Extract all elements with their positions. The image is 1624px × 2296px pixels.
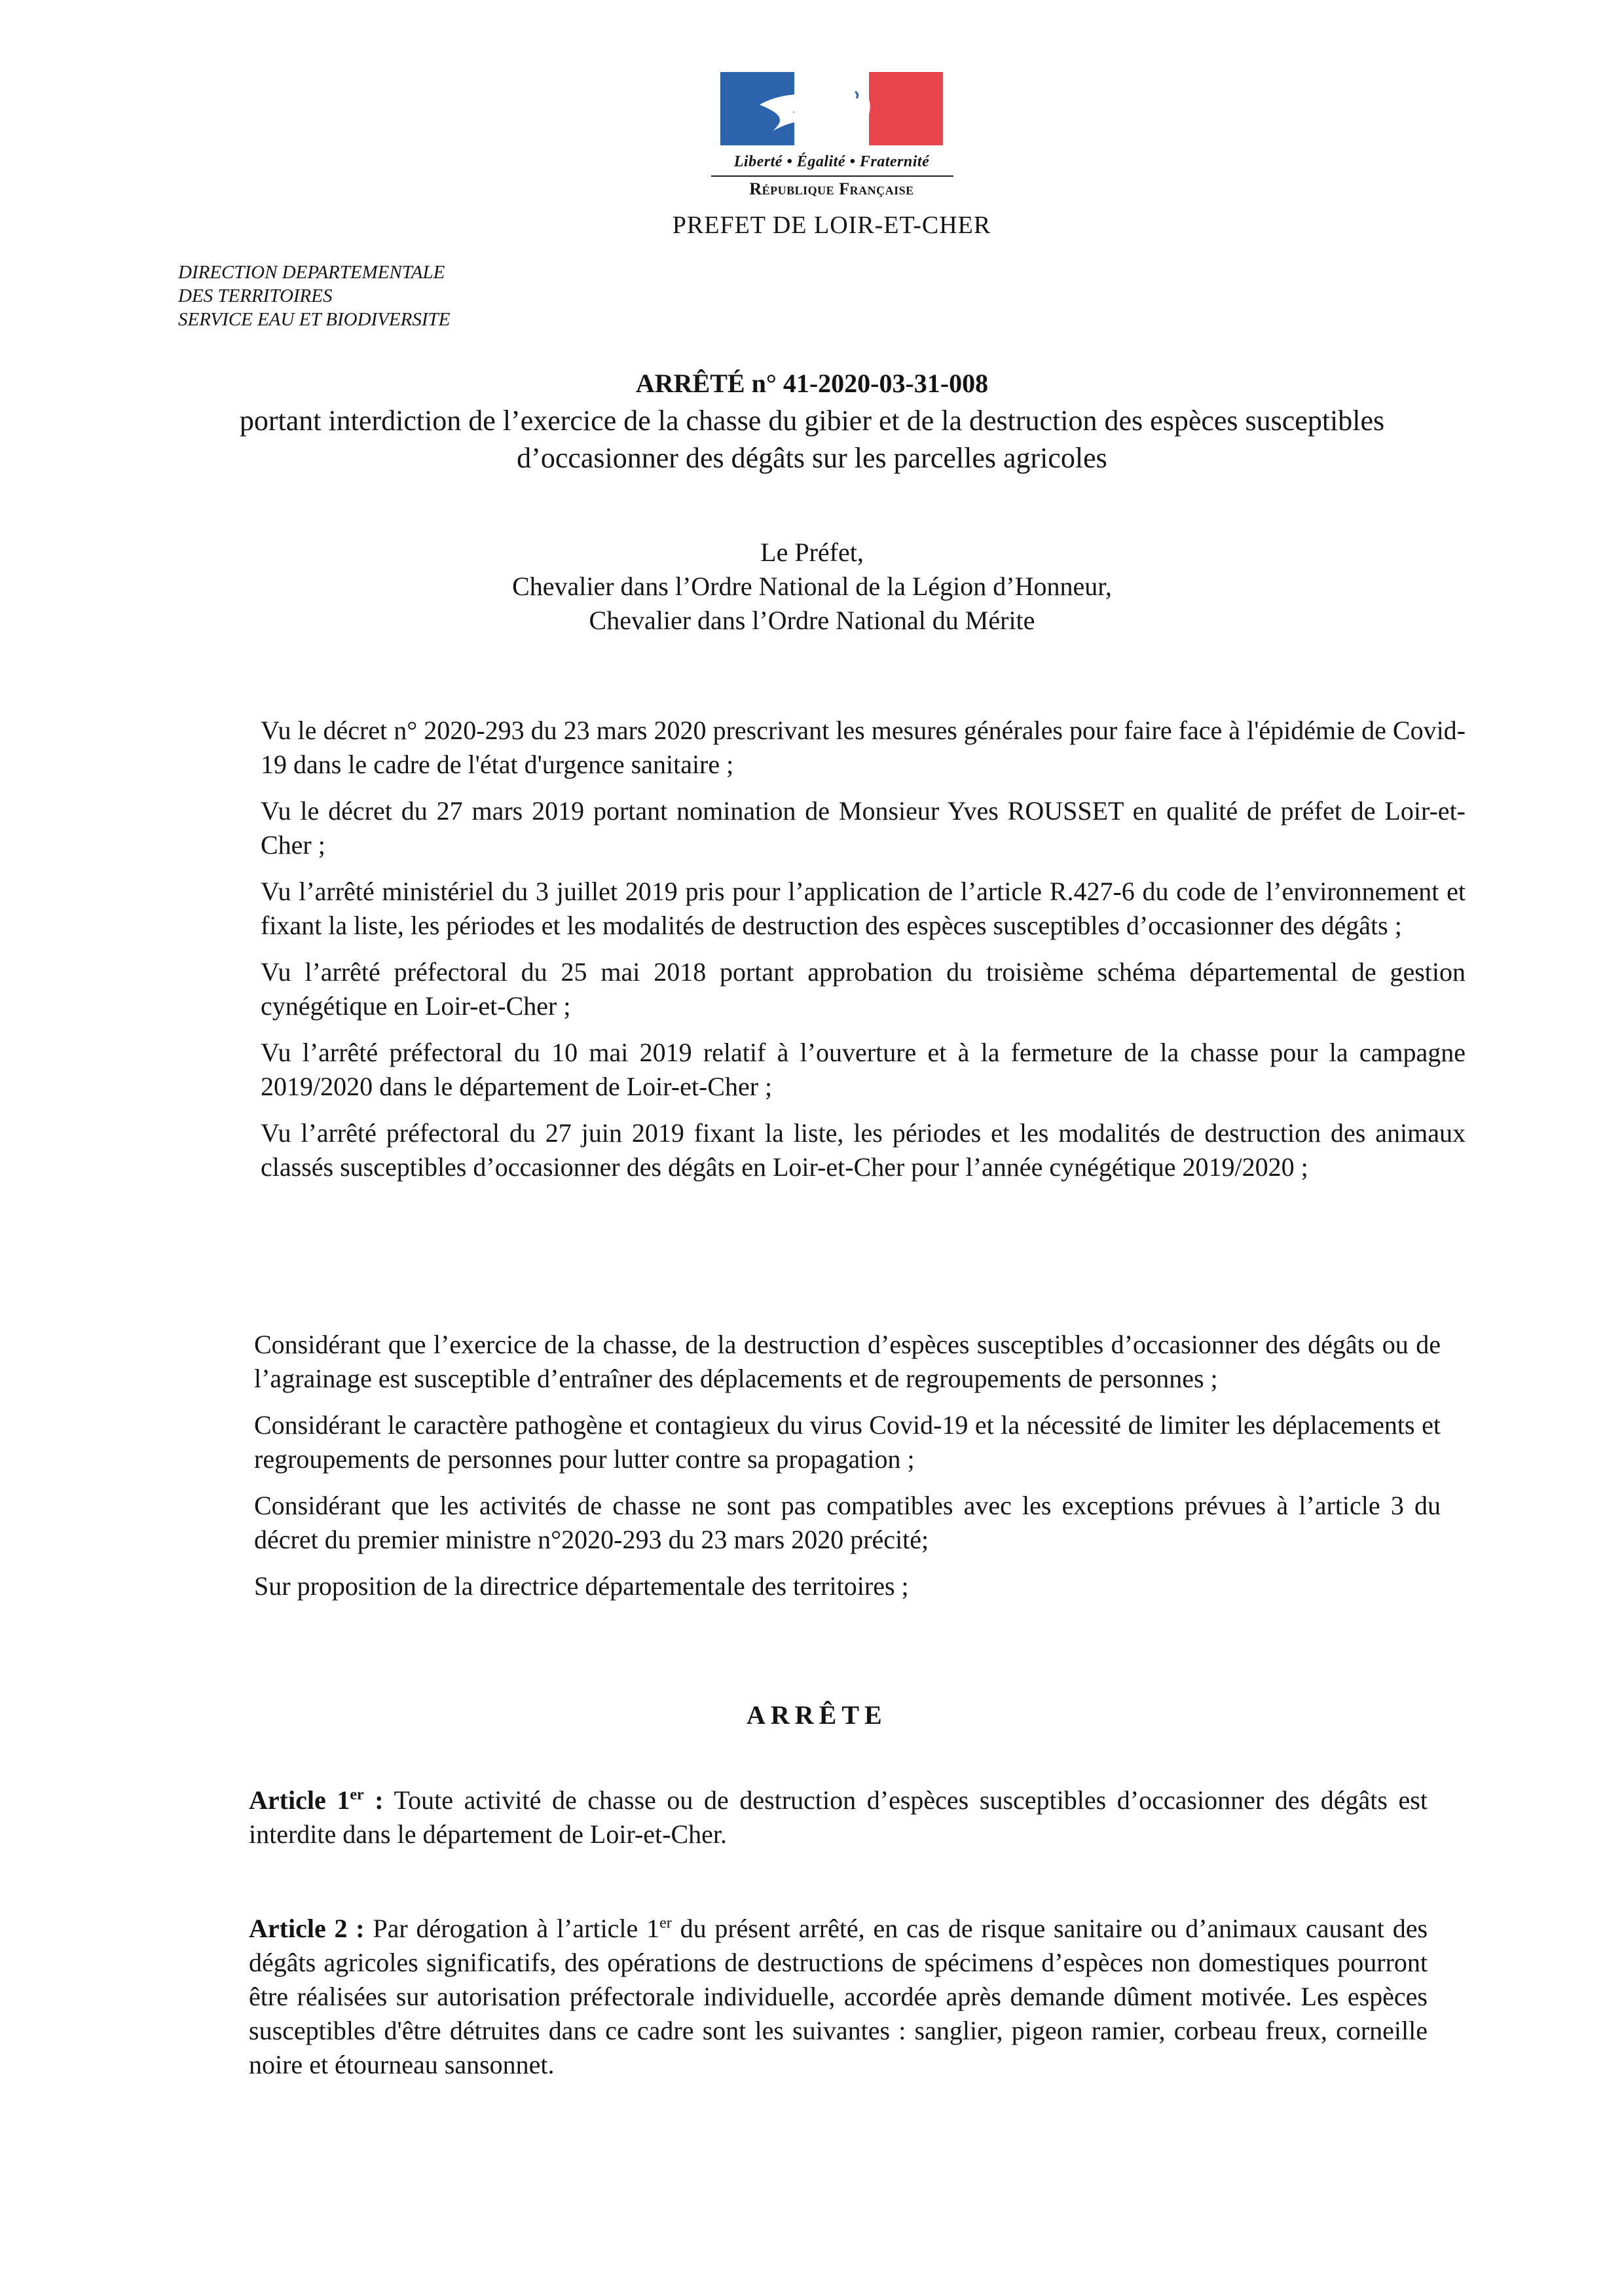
prefect-line: Chevalier dans l’Ordre National du Mérite [589, 606, 1035, 635]
article-text: Par dérogation à l’article 1 [364, 1914, 660, 1943]
republic-motto: Liberté • Égalité • Fraternité [733, 153, 930, 170]
considerant-paragraph: Sur proposition de la directrice départementale des territoires ; [254, 1571, 909, 1601]
considerants-section [254, 1328, 1441, 1616]
article-text-sup: er [659, 1914, 672, 1932]
decree-subtitle-line: portant interdiction de l’exercice de la chasse du gibier et de la destruction des espèces susceptibles [239, 405, 1385, 437]
article-label: Article 2 : [249, 1914, 365, 1943]
direction-line: DIRECTION DEPARTEMENTALE [178, 262, 445, 283]
marianne-logo [720, 72, 943, 145]
arrete-heading: ARRÊTE [747, 1700, 887, 1730]
article-text: Toute activité de chasse ou de destruction d’espèces susceptibles d’occasionner des dégâts est interdite dans le département de Loir-et-Cher. [249, 1785, 1428, 1849]
decree-title [157, 365, 1467, 477]
visa-paragraph: Vu le décret n° 2020-293 du 23 mars 2020 prescrivant les mesures générales pour faire face à l'épidémie de Covid-19 dans le cadre de l'état d'urgence sanitaire ; [261, 716, 1466, 779]
visa-paragraph: Vu l’arrêté ministériel du 3 juillet 2019 pris pour l’application de l’article R.427-6 du code de l’environnement et fixant la liste, les périodes et les modalités de destruction des espèces susceptibles d’occasionner des dégâts ; [261, 877, 1466, 940]
issuing-service [178, 261, 571, 331]
prefecture-name: PREFET DE LOIR-ET-CHER [672, 211, 991, 239]
decree-subtitle-line: d’occasionner des dégâts sur les parcelles agricoles [517, 442, 1107, 474]
direction-line: SERVICE EAU ET BIODIVERSITE [178, 309, 451, 330]
marianne-emblem-icon [720, 72, 943, 145]
republic-name: République Française [749, 179, 914, 198]
visas-section [261, 714, 1466, 1197]
motto-divider [711, 175, 953, 177]
visa-paragraph: Vu l’arrêté préfectoral du 10 mai 2019 relatif à l’ouverture et à la fermeture de la chasse pour la campagne 2019/2020 dans le département de Loir-et-Cher ; [261, 1038, 1466, 1101]
article-text: du présent arrêté, en cas de risque sanitaire ou d’animaux causant des dégâts agricoles significatifs, des opérations de destructions de spécimens d’espèces non domestiques pourront être réalisées sur autorisation préfectorale individuelle, accordée après demande dûment motivée. Les espèces susceptibles d'être détruites dans ce cadre sont les suivantes : sanglier, pigeon ramier, corbeau freux, corneille noire et étourneau sansonnet. [249, 1914, 1428, 2079]
visa-paragraph: Vu l’arrêté préfectoral du 25 mai 2018 portant approbation du troisième schéma départemental de gestion cynégétique en Loir-et-Cher ; [261, 957, 1466, 1021]
prefect-line: Le Préfet, [760, 538, 864, 567]
article-1 [249, 1783, 1428, 1851]
decree-number: ARRÊTÉ n° 41-2020-03-31-008 [635, 369, 989, 398]
considerant-paragraph: Considérant le caractère pathogène et contagieux du virus Covid-19 et la nécessité de limiter les déplacements et regroupements de personnes pour lutter contre sa propagation ; [254, 1410, 1441, 1474]
considerant-paragraph: Considérant que les activités de chasse ne sont pas compatibles avec les exceptions prévues à l’article 3 du décret du premier ministre n°2020-293 du 23 mars 2020 précité; [254, 1491, 1441, 1554]
visa-paragraph: Vu le décret du 27 mars 2019 portant nomination de Monsieur Yves ROUSSET en qualité de préfet de Loir-et-Cher ; [261, 796, 1466, 860]
considerant-paragraph: Considérant que l’exercice de la chasse, de la destruction d’espèces susceptibles d’occasionner des dégâts ou de l’agrainage est susceptible d’entraîner des déplacements et de regroupements de personnes ; [254, 1330, 1441, 1393]
article-label: Article 1er : [249, 1785, 384, 1815]
visa-paragraph: Vu l’arrêté préfectoral du 27 juin 2019 fixant la liste, les périodes et les modalités de destruction des animaux classés susceptibles d’occasionner des dégâts en Loir-et-Cher pour l’année cynégétique 2019/2020 ; [261, 1118, 1466, 1182]
article-2 [249, 1912, 1428, 2082]
prefect-line: Chevalier dans l’Ordre National de la Légion d’Honneur, [512, 572, 1112, 601]
direction-line: DES TERRITOIRES [178, 285, 333, 306]
prefect-titles [419, 536, 1205, 638]
